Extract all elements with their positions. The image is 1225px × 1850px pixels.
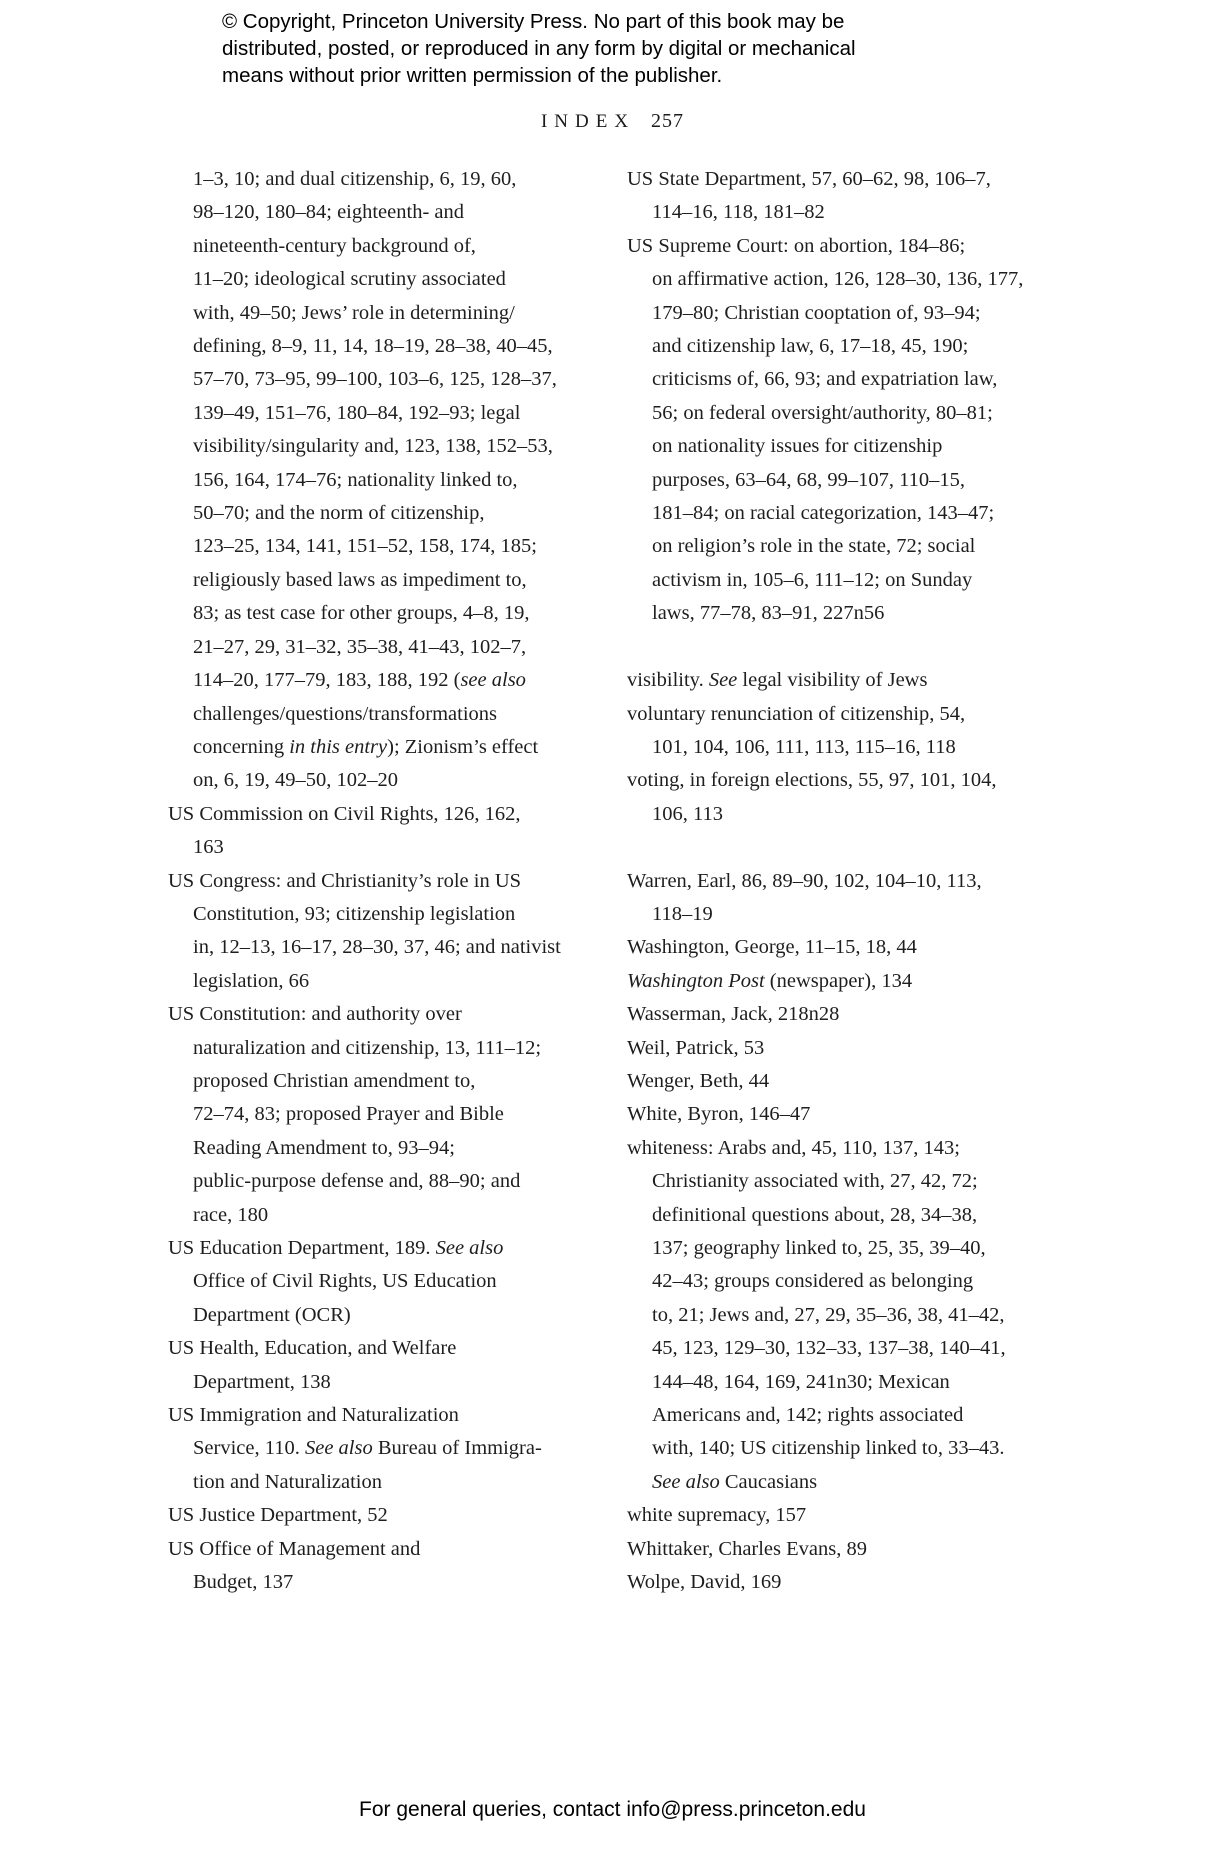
index-line: 181–84; on racial categorization, 143–47; [652,502,995,525]
index-line: 156, 164, 174–76; nationality linked to, [193,468,518,491]
index-line: with, 49–50; Jews’ role in determining/ [193,301,515,324]
index-line: 98–120, 180–84; eighteenth- and [193,201,465,224]
index-line: defining, 8–9, 11, 14, 18–19, 28–38, 40–45, [193,335,553,358]
index-line: Wenger, Beth, 44 [627,1069,770,1092]
index-line: visibility/singularity and, 123, 138, 152–53, [193,435,553,458]
index-line: 123–25, 134, 141, 151–52, 158, 174, 185; [193,535,537,558]
index-line: 114–16, 118, 181–82 [652,201,825,224]
index-line: US State Department, 57, 60–62, 98, 106–7, [627,168,991,190]
running-head [0,110,1225,133]
index-line: proposed Christian amendment to, [193,1069,476,1092]
index-line: 118–19 [652,902,713,925]
index-line: public-purpose defense and, 88–90; and [193,1170,521,1193]
index-line: Office of Civil Rights, US Education [193,1270,497,1293]
index-line: definitional questions about, 28, 34–38, [652,1203,978,1226]
index-line: visibility. See legal visibility of Jews [627,669,928,692]
index-line: on affirmative action, 126, 128–30, 136, 177, [652,268,1024,291]
index-line: 1–3, 10; and dual citizenship, 6, 19, 60, [193,168,517,190]
index-line: US Justice Department, 52 [168,1504,388,1527]
index-line: Christianity associated with, 27, 42, 72; [652,1170,978,1193]
index-line: Weil, Patrick, 53 [627,1036,765,1059]
index-line: tion and Naturalization [193,1470,382,1493]
index-line: challenges/questions/transformations [193,702,498,725]
index-line: distributed, posted, or reproduced in any form by digital or mechanical [222,37,856,60]
index-line: US Health, Education, and Welfare [168,1337,457,1360]
index-line: Americans and, 142; rights associated [652,1404,964,1427]
index-line: US Education Department, 189. See also [168,1237,504,1259]
index-line: 137; geography linked to, 25, 35, 39–40, [652,1237,986,1259]
index-line: in, 12–13, 16–17, 28–30, 37, 46; and nativist [193,936,561,959]
index-line: 106, 113 [652,802,723,825]
index-line: Wolpe, David, 169 [627,1571,782,1594]
index-line: 101, 104, 106, 111, 113, 115–16, 118 [652,735,956,758]
index-line: 42–43; groups considered as belonging [652,1270,974,1293]
index-line: Department (OCR) [193,1303,351,1326]
index-line: Warren, Earl, 86, 89–90, 102, 104–10, 113, [627,869,982,892]
index-line: Budget, 137 [193,1571,294,1594]
footer-contact-line [0,1798,1225,1822]
index-line: © Copyright, Princeton University Press. No part of this book may be [222,10,845,33]
index-line: 179–80; Christian cooptation of, 93–94; [652,301,981,324]
index-line: Washington, George, 11–15, 18, 44 [627,936,917,959]
index-line: on nationality issues for citizenship [652,435,943,458]
index-line: 11–20; ideological scrutiny associated [193,268,506,291]
index-line: concerning in this entry); Zionism’s effect [193,735,539,758]
index-line: on, 6, 19, 49–50, 102–20 [193,769,398,792]
index-line: 45, 123, 129–30, 132–33, 137–38, 140–41, [652,1337,1006,1360]
index-line: on religion’s role in the state, 72; social [652,535,976,558]
index-line: means without prior written permission of the publisher. [222,64,723,87]
index-line: nineteenth-century background of, [193,234,476,257]
index-line: white supremacy, 157 [627,1504,807,1527]
index-line: US Commission on Civil Rights, 126, 162, [168,802,521,825]
index-line: Department, 138 [193,1370,331,1393]
index-line: to, 21; Jews and, 27, 29, 35–36, 38, 41–42, [652,1303,1005,1326]
blank-line [627,631,1082,664]
index-line: 72–74, 83; proposed Prayer and Bible [193,1103,504,1126]
index-line: 21–27, 29, 31–32, 35–38, 41–43, 102–7, [193,635,527,658]
index-line: Whittaker, Charles Evans, 89 [627,1537,867,1560]
index-line: race, 180 [193,1203,269,1226]
index-line: US Immigration and Naturalization [168,1404,459,1427]
index-line: purposes, 63–64, 68, 99–107, 110–15, [652,468,965,491]
index-line: US Office of Management and [168,1537,421,1560]
index-line: religiously based laws as impediment to, [193,568,527,591]
copyright-notice [222,8,856,89]
index-line: 163 [193,836,224,859]
index-line: White, Byron, 146–47 [627,1103,811,1126]
blank-line [627,831,1082,864]
footer-contact-text: For general queries, contact info@press.princeton.edu [359,1798,866,1821]
index-line: and citizenship law, 6, 17–18, 45, 190; [652,335,969,358]
index-line: US Congress: and Christianity’s role in US [168,869,522,892]
index-line: voluntary renunciation of citizenship, 54, [627,702,966,725]
index-line: 57–70, 73–95, 99–100, 103–6, 125, 128–37, [193,368,557,391]
index-line: legislation, 66 [193,969,310,992]
index-line: activism in, 105–6, 111–12; on Sunday [652,568,973,591]
index-line: 144–48, 164, 169, 241n30; Mexican [652,1370,950,1393]
index-column-left [168,163,613,1599]
index-line: Wasserman, Jack, 218n28 [627,1003,840,1026]
index-line: laws, 77–78, 83–91, 227n56 [652,602,885,625]
index-line: voting, in foreign elections, 55, 97, 101, 104, [627,769,997,792]
index-line: Washington Post (newspaper), 134 [627,969,913,992]
index-line: See also Caucasians [652,1470,818,1493]
index-line: naturalization and citizenship, 13, 111–12; [193,1036,542,1059]
index-line: whiteness: Arabs and, 45, 110, 137, 143; [627,1136,960,1159]
page-number: 257 [651,110,685,132]
index-line: Constitution, 93; citizenship legislation [193,902,516,925]
index-line: Reading Amendment to, 93–94; [193,1136,455,1159]
index-column-right [627,163,1082,1599]
index-line: 83; as test case for other groups, 4–8, 19, [193,602,530,625]
index-line: Service, 110. See also Bureau of Immigra- [193,1437,542,1460]
index-line: 50–70; and the norm of citizenship, [193,502,485,525]
index-line: 114–20, 177–79, 183, 188, 192 (see also [193,669,526,692]
index-line: US Supreme Court: on abortion, 184–86; [627,234,966,257]
index-line: with, 140; US citizenship linked to, 33–43. [652,1437,1005,1460]
index-line: criticisms of, 66, 93; and expatriation law, [652,368,998,391]
index-line: 139–49, 151–76, 180–84, 192–93; legal [193,401,521,424]
index-title: INDEX [540,111,636,132]
index-line: US Constitution: and authority over [168,1003,462,1026]
index-line: 56; on federal oversight/authority, 80–81; [652,401,993,424]
